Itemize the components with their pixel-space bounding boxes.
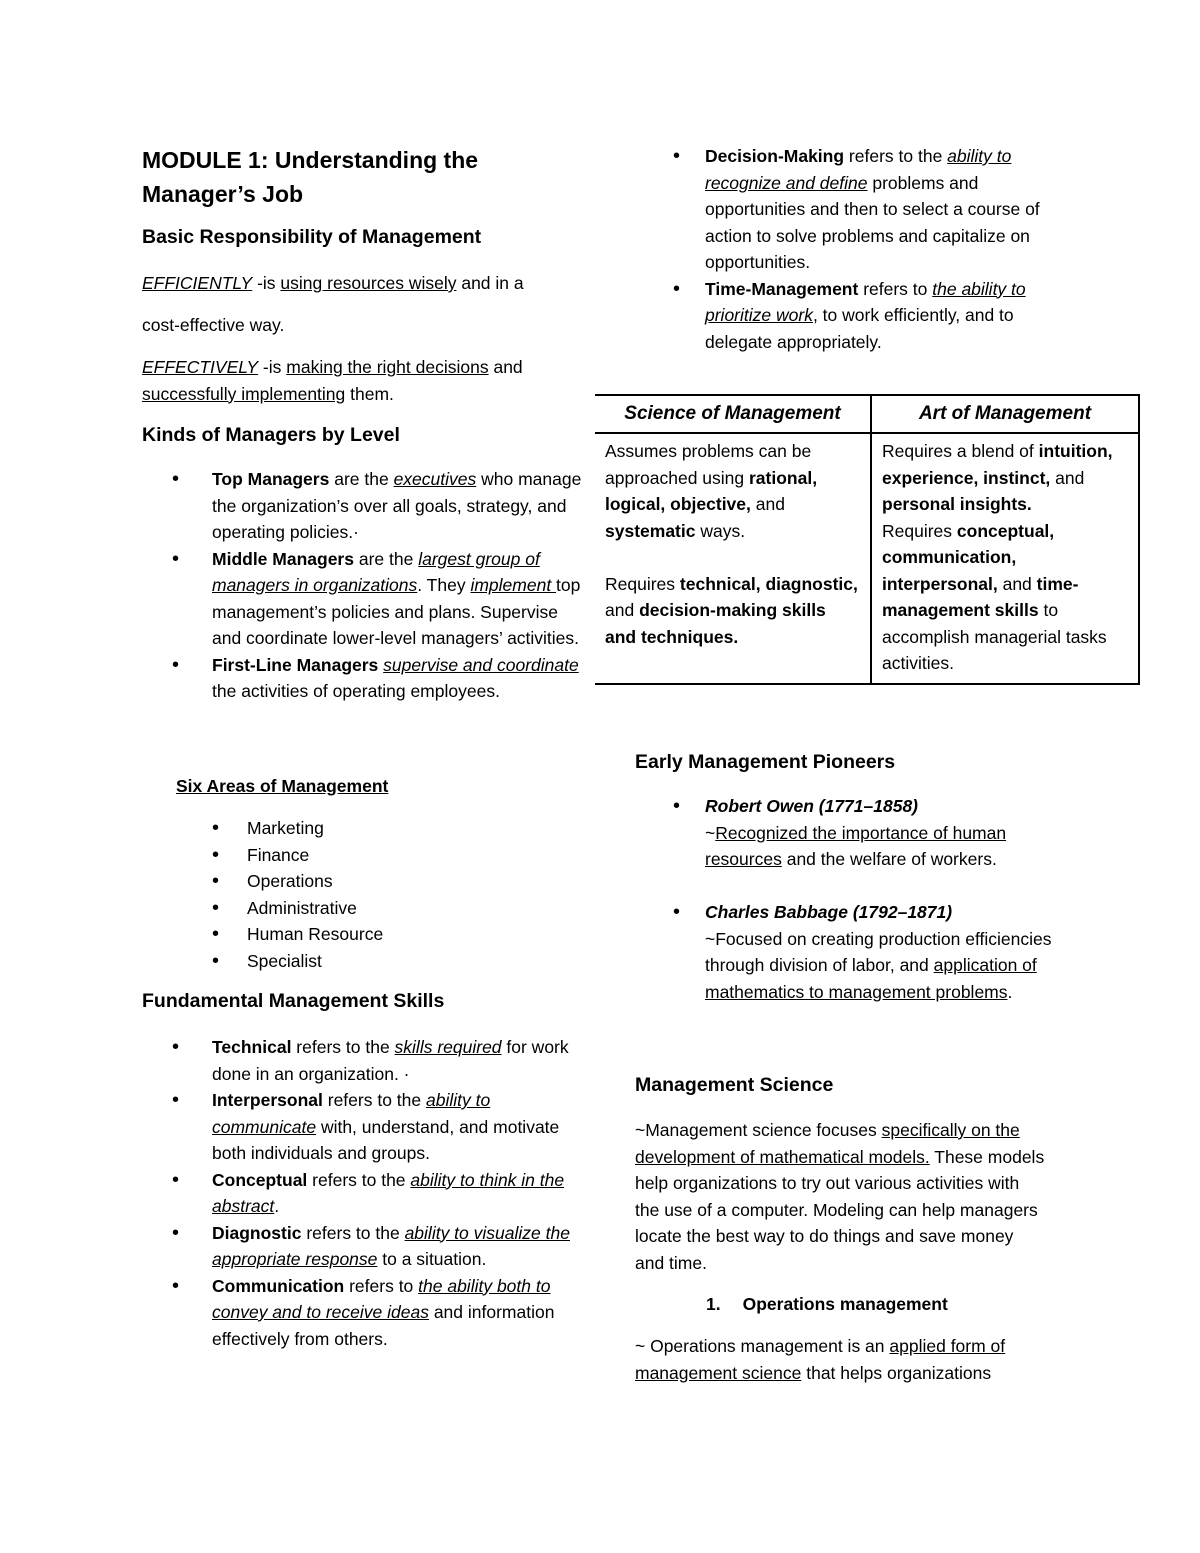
mgmt-science-heading: Management Science [635, 1074, 834, 1096]
list-item [142, 652, 582, 705]
term: Conceptual [212, 1169, 308, 1190]
kinds-list [142, 466, 582, 705]
list-item: • Administrative [142, 895, 582, 922]
bold-text: conceptual, communication, interpersonal, [882, 520, 1055, 594]
list-item: • Specialist [142, 948, 582, 975]
text: These models help organizations to try out various activities with the use of a computer. Modeling can help managers locate the best way to do things and save money and time. [635, 1146, 1045, 1273]
term: Diagnostic [212, 1222, 302, 1243]
emph: executives [393, 469, 477, 489]
emph: ability to visualize the appropriate response [212, 1222, 570, 1269]
list-item [142, 1273, 582, 1353]
right-skills-list [635, 143, 1075, 355]
six-areas-list [142, 815, 582, 974]
pioneer-name: Charles Babbage (1792–1871) [705, 902, 953, 922]
text: ways. [695, 520, 746, 541]
term: Time-Management [705, 278, 859, 299]
emph: skills required [394, 1037, 502, 1057]
list-item [142, 466, 582, 546]
emph: supervise and coordinate [383, 654, 579, 675]
mgmt-science-para [635, 1117, 1045, 1276]
pioneer-name: Robert Owen (1771–1858) [705, 796, 919, 816]
text: Requires a blend of [882, 441, 1039, 461]
skills-heading: Fundamental Management Skills [142, 990, 445, 1012]
pioneers-heading: Early Management Pioneers [635, 751, 896, 773]
text: and [1050, 467, 1085, 488]
module-title-line-1: MODULE 1: Understanding the [142, 147, 479, 173]
text: to accomplish managerial tasks activities. [882, 600, 1107, 673]
module-title-line-2: Manager’s Job [142, 181, 304, 207]
emph: applied form of management science [635, 1336, 1006, 1383]
emph: specifically on the development of mathematical models. [635, 1120, 1020, 1167]
emph: ability to recognize and define [705, 146, 1012, 193]
module-title [142, 143, 582, 211]
text: refers to the [301, 1222, 405, 1243]
list-item: • Human Resource [142, 921, 582, 948]
emph: application of mathematics to management problems [705, 955, 1037, 1002]
emph: ability to communicate [212, 1090, 491, 1137]
text: are the [353, 548, 419, 569]
six-areas-heading: Six Areas of Management [176, 776, 389, 796]
effectively-para [142, 354, 582, 407]
text: and [605, 600, 640, 620]
text: ~Focused on creating production efficiencies through division of labor, and [705, 928, 1052, 975]
bold-text: rational, logical, objective, [605, 467, 818, 514]
science-art-table [595, 394, 1140, 685]
emph: the ability to prioritize work [705, 278, 1026, 325]
table-header-science: Science of Management [595, 395, 871, 433]
text: Requires [882, 520, 957, 541]
emph: the ability both to convey and to receive ideas [212, 1275, 551, 1322]
text: and [997, 573, 1037, 594]
efficiently-def: using resources wisely [280, 273, 457, 293]
list-item [635, 143, 1075, 276]
list-item: • Operations [142, 868, 582, 895]
text: ~Management science focuses [635, 1120, 882, 1140]
text: and [750, 494, 785, 514]
text: Requires [605, 573, 680, 594]
text: , to work efficiently, and to delegate appropriately. [705, 305, 1014, 352]
list-item [635, 793, 1075, 873]
bold-text: intuition, experience, instinct, [882, 441, 1113, 488]
list-item [635, 276, 1075, 356]
list-item [635, 899, 1075, 1005]
term: Interpersonal [212, 1090, 323, 1110]
text: refers to [344, 1275, 419, 1296]
art-cell [871, 433, 1139, 684]
ops-para [635, 1333, 1075, 1386]
right-column [595, 0, 1140, 1553]
text: top management’s policies and plans. Supervise and coordinate lower-level managers’ activities. [212, 575, 581, 648]
effectively-def-2: successfully implementing [142, 383, 346, 404]
sep: -is [252, 273, 281, 293]
text: that helps organizations [801, 1362, 992, 1383]
text: . [274, 1196, 280, 1216]
bold-text: personal insights. [882, 494, 1032, 514]
table-header-row [595, 395, 1139, 433]
efficiently-term: EFFICIENTLY [142, 273, 253, 293]
kinds-heading: Kinds of Managers by Level [142, 424, 400, 446]
bold-text: technical, diagnostic, [679, 573, 858, 594]
term: Communication [212, 1275, 345, 1296]
list-item [142, 546, 582, 652]
emph: implement [470, 575, 557, 595]
skills-list [142, 1034, 582, 1352]
text: and the welfare of workers. [781, 849, 997, 869]
text: the activities of operating employees. [212, 681, 500, 701]
term: Middle Managers [212, 548, 354, 569]
term: First-Line Managers [212, 654, 379, 675]
text: Assumes problems can be approached using [605, 441, 812, 488]
emph: largest group of managers in organizations [212, 548, 540, 595]
text: refers to the [291, 1037, 395, 1057]
text: who manage the organization’s over all goals, strategy, and operating policies.· [212, 469, 582, 542]
science-cell [595, 433, 871, 684]
term: Technical [212, 1037, 292, 1057]
basic-heading: Basic Responsibility of Management [142, 226, 482, 248]
list-item [142, 1220, 582, 1273]
text: ~ Operations management is an [635, 1336, 890, 1356]
term: Decision-Making [705, 146, 845, 166]
list-item [142, 1034, 582, 1087]
text: refers to the [322, 1090, 426, 1110]
text: refers to the [307, 1169, 411, 1190]
list-item: • Finance [142, 842, 582, 869]
text: them. [345, 383, 394, 404]
text: with, understand, and motivate both individuals and groups. [212, 1116, 560, 1163]
ops-number: 1. [706, 1294, 721, 1314]
text: problems and opportunities and then to select a course of action to solve problems and capitalize on opportunities. [705, 172, 1040, 272]
efficiently-line-2: cost-effective way. [142, 315, 285, 335]
efficiently-line [142, 270, 582, 297]
text: are the [329, 469, 394, 489]
text: . [1007, 981, 1013, 1002]
text: . They [417, 575, 471, 595]
text: to a situation. [377, 1249, 487, 1269]
text: and information effectively from others. [212, 1302, 555, 1349]
text: refers to [858, 278, 933, 299]
emph: Recognized the importance of human resources [705, 822, 1007, 869]
text: refers to the [844, 146, 948, 166]
bold-text: systematic [605, 520, 696, 541]
table-row [595, 433, 1139, 684]
effectively-term: EFFECTIVELY [142, 357, 259, 377]
emph: ability to think in the abstract [212, 1169, 565, 1216]
text: and in a [456, 273, 524, 293]
list-item [142, 1087, 582, 1167]
list-item [142, 1167, 582, 1220]
list-item: • Marketing [142, 815, 582, 842]
sep: -is [258, 357, 287, 377]
term: Top Managers [212, 469, 330, 489]
effectively-def: making the right decisions [286, 357, 489, 377]
text: for work done in an organization. · [212, 1037, 569, 1084]
bold-text: decision-making skills and techniques. [605, 600, 826, 647]
text: ~ [705, 822, 716, 843]
ops-label: Operations management [742, 1294, 948, 1314]
bold-text: time-management skills [882, 573, 1079, 620]
ops-heading [706, 1291, 1106, 1318]
table-header-art: Art of Management [871, 395, 1139, 433]
pioneers-list [635, 793, 1075, 1005]
text: and [488, 357, 523, 377]
